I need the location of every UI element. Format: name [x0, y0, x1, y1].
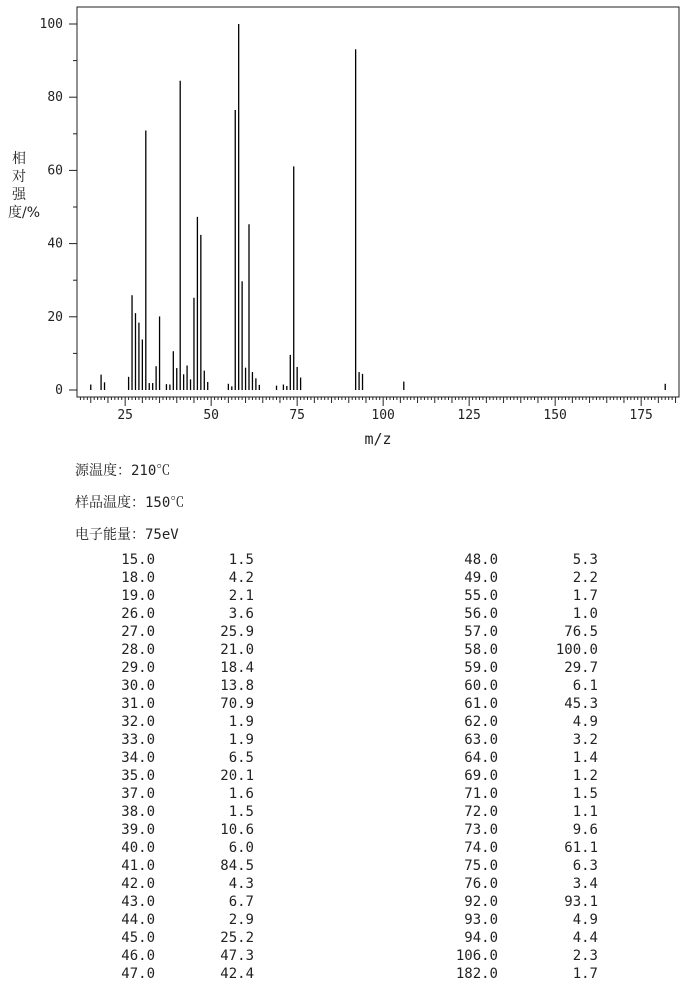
peak-mz-cell: 64.0 [464, 750, 498, 766]
peak-mz-cell: 93.0 [464, 912, 498, 928]
source-temperature-value: 210℃ [131, 463, 171, 479]
peak-bars [91, 24, 665, 390]
peak-table-row [0, 822, 680, 840]
peak-intensity-cell: 1.9 [228, 732, 254, 748]
mass-spectrum-chart [0, 0, 680, 455]
peak-table-row [0, 714, 680, 732]
peak-table-row [0, 588, 680, 606]
peak-intensity-cell: 42.4 [220, 966, 254, 982]
peak-table-row [0, 750, 680, 768]
peak-mz-cell: 48.0 [464, 552, 498, 568]
y-tick-label: 60 [47, 163, 63, 179]
peak-table-row [0, 678, 680, 696]
peak-intensity-cell: 6.7 [228, 894, 254, 910]
peak-mz-cell: 59.0 [464, 660, 498, 676]
peak-intensity-cell: 10.6 [220, 822, 254, 838]
peak-intensity-cell: 13.8 [220, 678, 254, 694]
peak-intensity-cell: 9.6 [572, 822, 598, 838]
peak-intensity-cell: 18.4 [220, 660, 254, 676]
peak-intensity-cell: 1.5 [228, 552, 254, 568]
source-temperature-label: 源温度： [75, 463, 131, 479]
x-tick-label: 75 [289, 408, 305, 423]
peak-table-row [0, 840, 680, 858]
y-tick-label: 0 [55, 383, 63, 398]
peak-mz-cell: 72.0 [464, 804, 498, 820]
peak-intensity-cell: 76.5 [564, 624, 598, 640]
peak-intensity-cell: 2.1 [228, 588, 254, 604]
peak-intensity-cell: 84.5 [220, 858, 254, 874]
peak-table-row [0, 768, 680, 786]
peak-mz-cell: 94.0 [464, 930, 498, 946]
source-temperature [75, 460, 170, 480]
peak-mz-cell: 74.0 [464, 840, 498, 856]
peak-mz-cell: 63.0 [464, 732, 498, 748]
y-tick-label: 80 [47, 90, 63, 106]
peak-mz-cell: 69.0 [464, 768, 498, 784]
peak-table-row [0, 786, 680, 804]
peak-intensity-cell: 4.4 [572, 930, 598, 946]
x-tick-label: 50 [203, 408, 219, 423]
electron-energy [75, 524, 179, 544]
peak-table-row [0, 858, 680, 876]
peak-intensity-cell: 20.1 [220, 768, 254, 784]
peak-mz-cell: 15.0 [121, 552, 155, 568]
electron-energy-value: 75eV [145, 527, 179, 543]
peak-intensity-cell: 4.2 [228, 570, 254, 586]
peak-intensity-cell: 6.5 [228, 750, 254, 766]
y-tick-label: 20 [47, 309, 63, 325]
peak-table-row [0, 804, 680, 822]
peak-intensity-cell: 61.1 [564, 840, 598, 856]
peak-intensity-cell: 1.9 [228, 714, 254, 730]
x-tick-label: 25 [117, 408, 133, 423]
y-tick-label: 40 [47, 236, 63, 252]
x-axis-title: m/z [364, 430, 392, 448]
peak-intensity-cell: 4.3 [228, 876, 254, 892]
peak-mz-cell: 42.0 [121, 876, 155, 892]
peak-intensity-cell: 1.0 [572, 606, 598, 622]
peak-intensity-cell: 6.0 [228, 840, 254, 856]
y-tick-label: 100 [39, 17, 63, 32]
peak-table-row [0, 624, 680, 642]
peak-intensity-cell: 47.3 [220, 948, 254, 964]
peak-table-row [0, 552, 680, 570]
peak-intensity-cell: 4.9 [572, 714, 598, 730]
peak-intensity-cell: 25.9 [220, 624, 254, 640]
peak-table-row [0, 930, 680, 948]
peak-mz-cell: 45.0 [121, 930, 155, 946]
peak-intensity-cell: 5.3 [572, 552, 598, 568]
peak-table-row [0, 570, 680, 588]
peak-intensity-cell: 1.1 [572, 804, 598, 820]
x-axis [80, 397, 675, 423]
peak-mz-cell: 28.0 [121, 642, 155, 658]
peak-mz-cell: 58.0 [464, 642, 498, 658]
peak-intensity-cell: 29.7 [564, 660, 598, 676]
peak-mz-cell: 49.0 [464, 570, 498, 586]
peak-mz-cell: 56.0 [464, 606, 498, 622]
peak-intensity-cell: 25.2 [220, 930, 254, 946]
x-tick-label: 125 [457, 408, 481, 423]
peak-mz-cell: 35.0 [121, 768, 155, 784]
peak-intensity-cell: 1.6 [228, 786, 254, 802]
peak-mz-cell: 61.0 [464, 696, 498, 712]
peak-mz-cell: 18.0 [121, 570, 155, 586]
peak-mz-cell: 34.0 [121, 750, 155, 766]
x-tick-label: 175 [629, 408, 653, 423]
peak-mz-cell: 43.0 [121, 894, 155, 910]
peak-mz-cell: 44.0 [121, 912, 155, 928]
peak-intensity-cell: 2.3 [572, 948, 598, 964]
peak-mz-cell: 76.0 [464, 876, 498, 892]
peak-table-row [0, 912, 680, 930]
y-axis [40, 17, 77, 398]
peak-intensity-cell: 21.0 [220, 642, 254, 658]
peak-mz-cell: 92.0 [464, 894, 498, 910]
peak-table-row [0, 660, 680, 678]
peak-intensity-cell: 70.9 [220, 696, 254, 712]
peak-table [0, 552, 680, 988]
peak-table-row [0, 606, 680, 624]
sample-temperature-value: 150℃ [145, 495, 185, 511]
peak-intensity-cell: 1.7 [572, 966, 598, 982]
peak-mz-cell: 41.0 [121, 858, 155, 874]
peak-table-row [0, 966, 680, 984]
peak-table-row [0, 948, 680, 966]
peak-intensity-cell: 1.5 [228, 804, 254, 820]
peak-intensity-cell: 100.0 [555, 642, 598, 658]
peak-intensity-cell: 2.9 [228, 912, 254, 928]
peak-mz-cell: 31.0 [121, 696, 155, 712]
peak-mz-cell: 62.0 [464, 714, 498, 730]
peak-mz-cell: 39.0 [121, 822, 155, 838]
peak-table-row [0, 642, 680, 660]
plot-frame [77, 7, 679, 397]
peak-intensity-cell: 93.1 [564, 894, 598, 910]
peak-mz-cell: 19.0 [121, 588, 155, 604]
peak-mz-cell: 55.0 [464, 588, 498, 604]
peak-mz-cell: 27.0 [121, 624, 155, 640]
peak-mz-cell: 47.0 [121, 966, 155, 982]
peak-mz-cell: 37.0 [121, 786, 155, 802]
x-tick-label: 150 [543, 408, 567, 423]
x-tick-label: 100 [371, 408, 395, 423]
peak-mz-cell: 32.0 [121, 714, 155, 730]
peak-mz-cell: 38.0 [121, 804, 155, 820]
peak-intensity-cell: 45.3 [564, 696, 598, 712]
peak-mz-cell: 46.0 [121, 948, 155, 964]
peak-table-row [0, 696, 680, 714]
peak-table-row [0, 732, 680, 750]
peak-mz-cell: 40.0 [121, 840, 155, 856]
peak-mz-cell: 73.0 [464, 822, 498, 838]
electron-energy-label: 电子能量： [75, 527, 145, 543]
peak-mz-cell: 75.0 [464, 858, 498, 874]
peak-intensity-cell: 4.9 [572, 912, 598, 928]
peak-table-row [0, 894, 680, 912]
y-axis-title: 相对强度/% [8, 151, 41, 221]
peak-mz-cell: 71.0 [464, 786, 498, 802]
peak-intensity-cell: 3.2 [572, 732, 598, 748]
peak-intensity-cell: 6.3 [572, 858, 598, 874]
peak-mz-cell: 26.0 [121, 606, 155, 622]
peak-mz-cell: 57.0 [464, 624, 498, 640]
peak-intensity-cell: 2.2 [572, 570, 598, 586]
peak-mz-cell: 33.0 [121, 732, 155, 748]
peak-mz-cell: 30.0 [121, 678, 155, 694]
peak-intensity-cell: 6.1 [572, 678, 598, 694]
peak-mz-cell: 182.0 [455, 966, 498, 982]
peak-mz-cell: 60.0 [464, 678, 498, 694]
peak-intensity-cell: 1.7 [572, 588, 598, 604]
peak-intensity-cell: 1.4 [572, 750, 598, 766]
peak-table-row [0, 876, 680, 894]
sample-temperature-label: 样品温度： [75, 495, 145, 511]
peak-intensity-cell: 3.6 [228, 606, 254, 622]
peak-intensity-cell: 1.5 [572, 786, 598, 802]
peak-mz-cell: 106.0 [455, 948, 498, 964]
peak-intensity-cell: 3.4 [572, 876, 598, 892]
sample-temperature [75, 492, 184, 512]
peak-intensity-cell: 1.2 [572, 768, 598, 784]
peak-mz-cell: 29.0 [121, 660, 155, 676]
